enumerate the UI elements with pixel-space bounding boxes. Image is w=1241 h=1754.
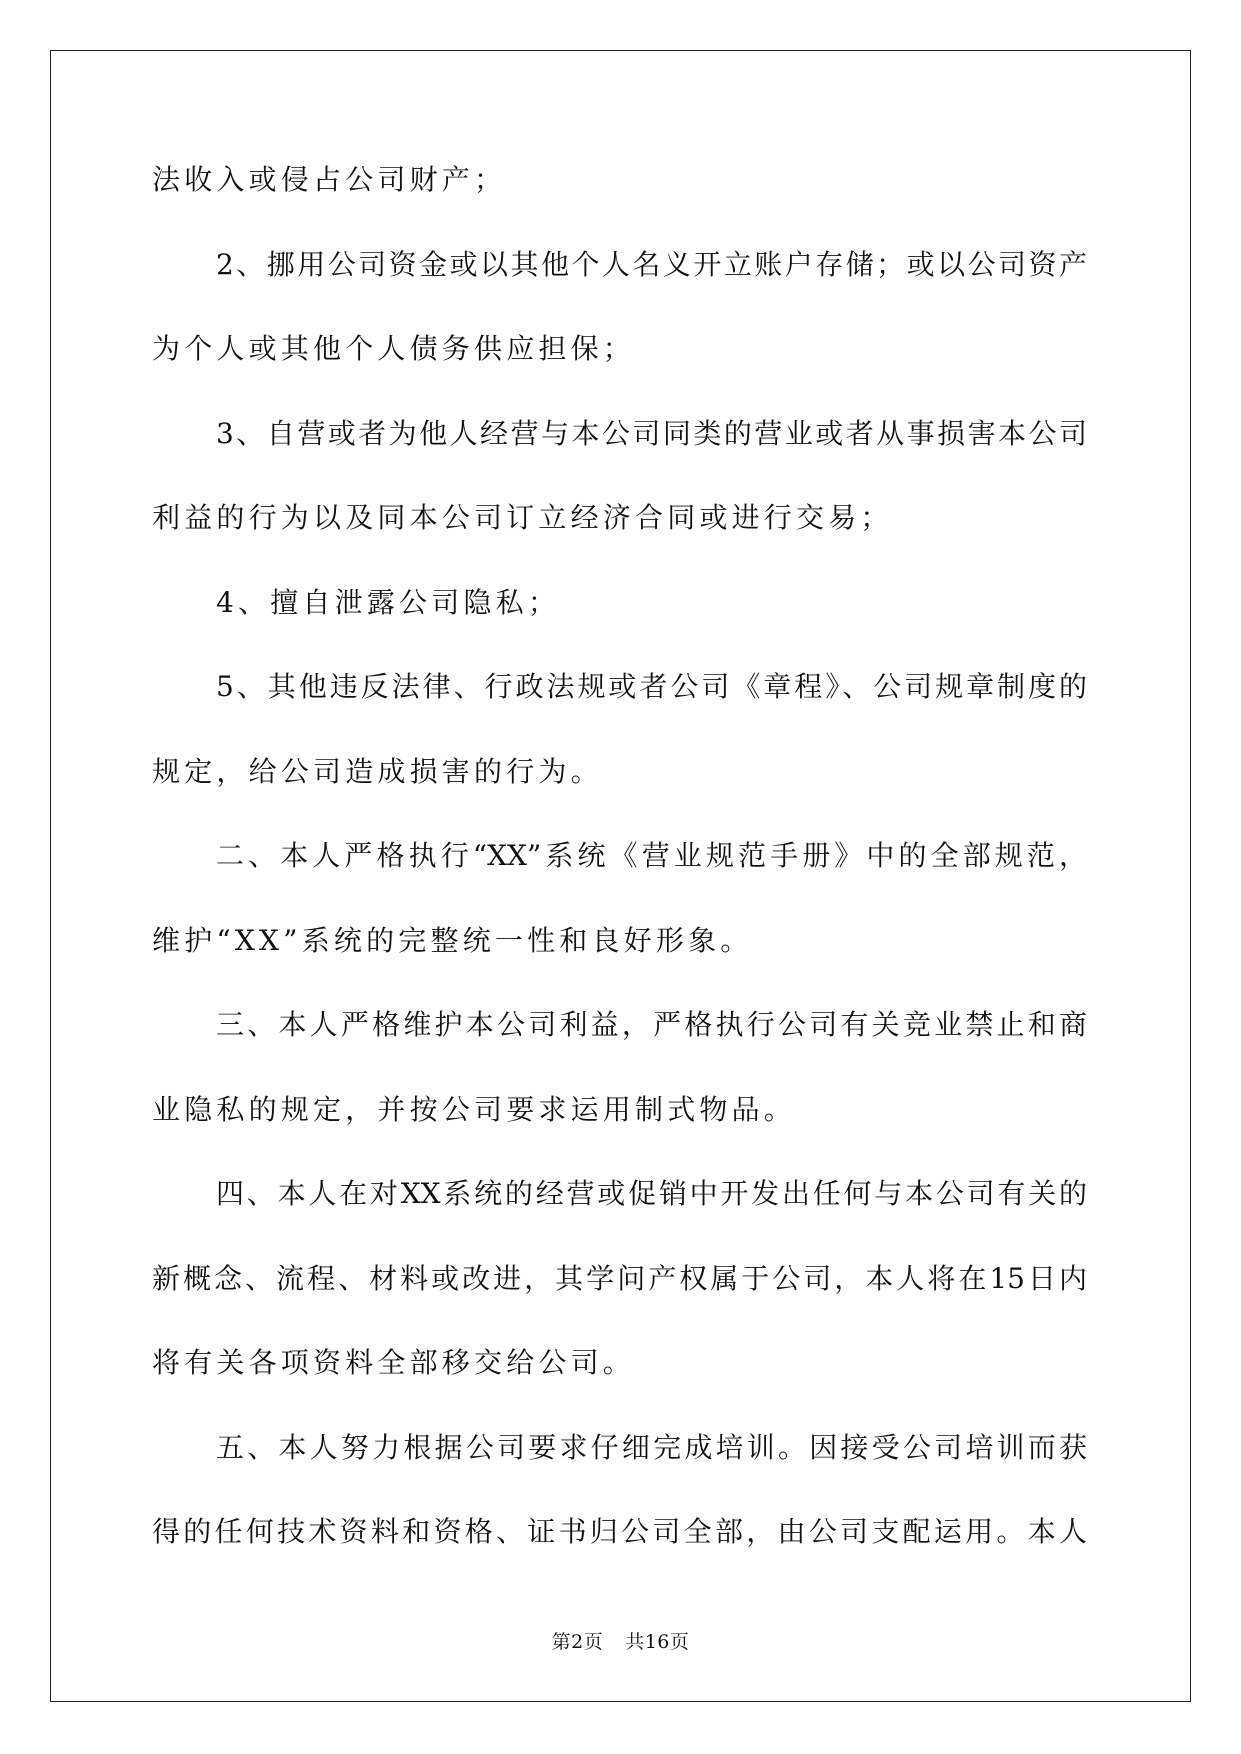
paragraph-line: 新概念、流程、材料或改进，其学问产权属于公司，本人将在15日内 (152, 1261, 1087, 1295)
paragraph-line: 得的任何技术资料和资格、证书归公司全部，由公司支配运用。本人 (152, 1515, 1087, 1548)
paragraph-line: 法收入或侵占公司财产； (152, 163, 507, 196)
paragraph-line: 业隐私的规定，并按公司要求运用制式物品。 (152, 1092, 797, 1126)
paragraph-line: 五、本人努力根据公司要求仔细完成培训。因接受公司培训而获 (216, 1430, 1087, 1464)
page-total: 共16页 (625, 1631, 690, 1653)
paragraph-line: 3、自营或者为他人经营与本公司同类的营业或者从事损害本公司 (216, 416, 1087, 450)
paragraph-line: 维护“XX”系统的完整统一性和良好形象。 (152, 923, 753, 957)
paragraph-line: 4、擅自泄露公司隐私； (216, 585, 561, 619)
paragraph-line: 2、挪用公司资金或以其他个人名义开立账户存储；或以公司资产 (216, 247, 1087, 281)
page-number: 第2页 (551, 1631, 604, 1653)
document-body (152, 160, 1087, 1597)
paragraph-line: 二、本人严格执行“XX”系统《营业规范手册》中的全部规范， (216, 839, 1087, 872)
paragraph-line: 5、其他违反法律、行政法规或者公司《章程》、公司规章制度的 (216, 670, 1087, 703)
paragraph-line: 四、本人在对XX系统的经营或促销中开发出任何与本公司有关的 (216, 1177, 1087, 1210)
paragraph-line: 将有关各项资料全部移交给公司。 (152, 1346, 636, 1379)
paragraph-line: 三、本人严格维护本公司利益，严格执行公司有关竞业禁止和商 (216, 1008, 1087, 1041)
paragraph-line: 利益的行为以及同本公司订立经济合同或进行交易； (152, 501, 893, 534)
paragraph-line: 为个人或其他个人债务供应担保； (152, 332, 636, 365)
page-footer (0, 1630, 1241, 1654)
paragraph-line: 规定，给公司造成损害的行为。 (152, 754, 603, 788)
